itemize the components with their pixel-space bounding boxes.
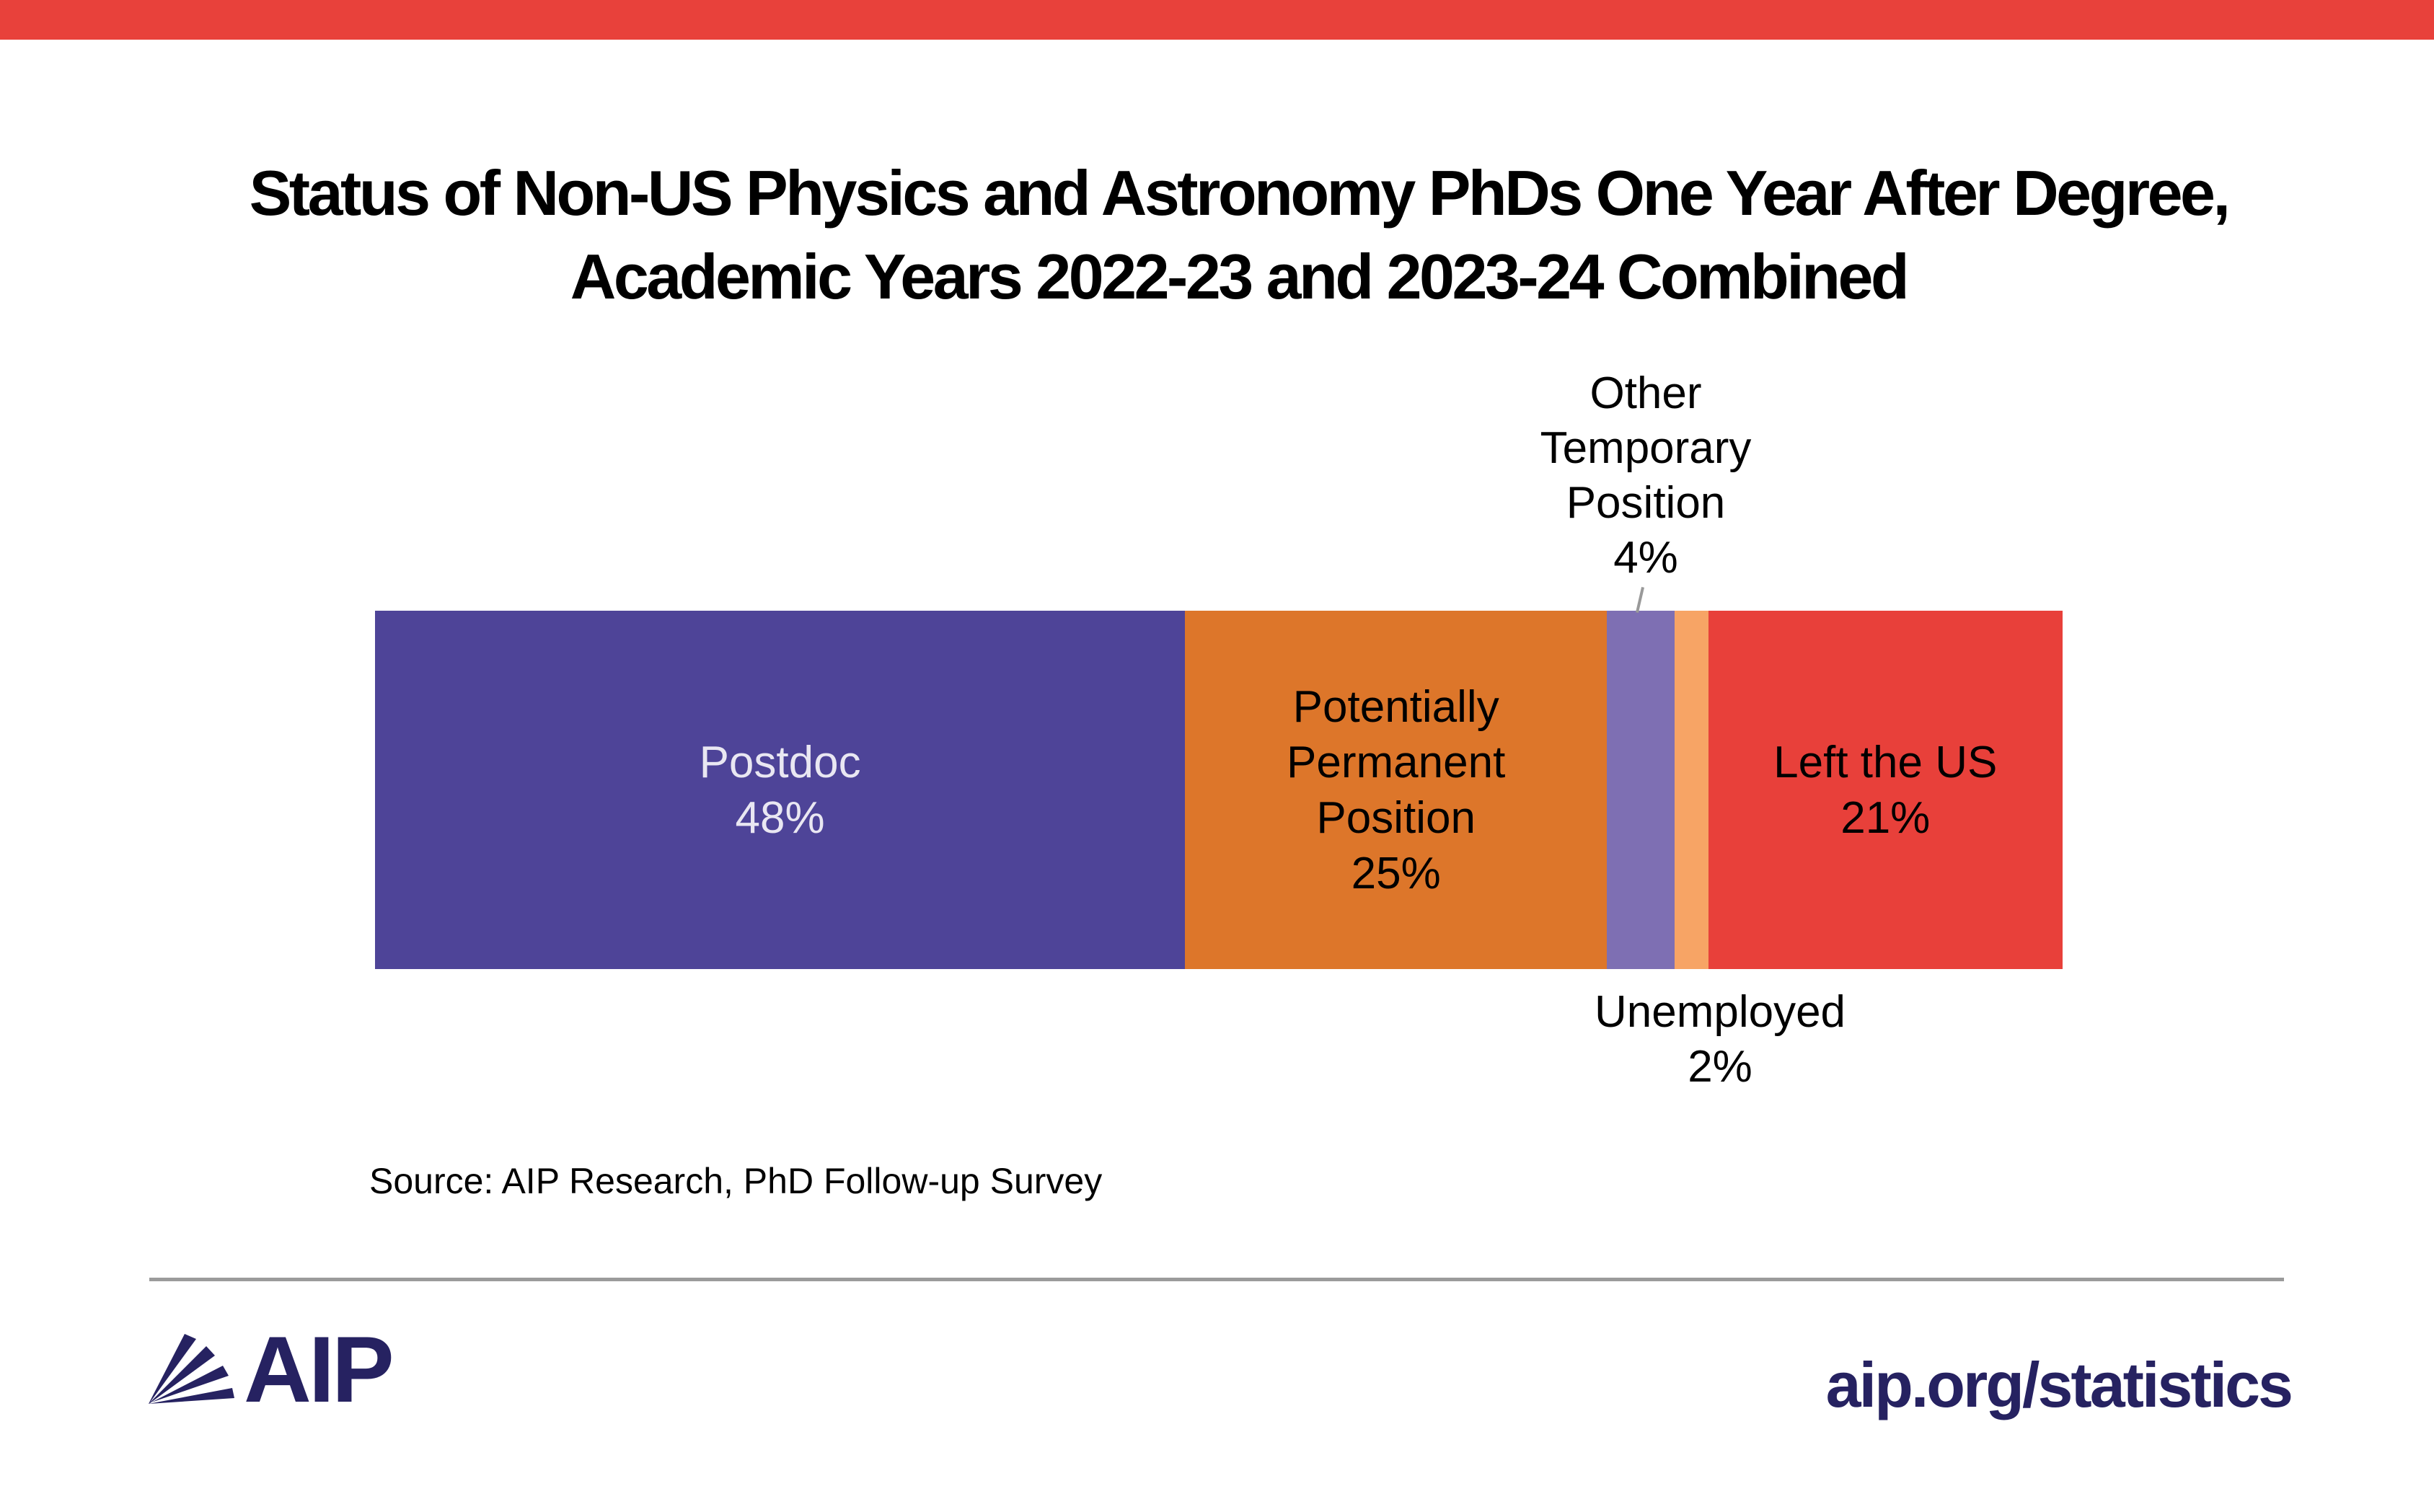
leader-line [1636, 587, 1644, 613]
label-otp-line1: Other [1589, 368, 1702, 418]
aip-fan-logo-icon [149, 1334, 235, 1404]
segment-label-left-the-us [1773, 735, 1997, 846]
bar-segment-postdoc [375, 611, 1185, 969]
label-unemployed-value: 2% [1688, 1042, 1752, 1092]
segment-label-postdoc [700, 735, 861, 846]
segment-label-pp-value: 25% [1351, 848, 1441, 898]
bar-segment-other-temporary [1607, 611, 1675, 969]
bar-segment-potentially-permanent [1185, 611, 1607, 969]
label-unemployed [1595, 985, 1846, 1095]
label-unemployed-name: Unemployed [1594, 987, 1846, 1037]
chart-title-line2: Academic Years 2022-23 and 2023-24 Combined [570, 241, 1908, 312]
stacked-bar [375, 611, 2063, 969]
segment-label-pp-line1: Potentially [1292, 681, 1499, 732]
segment-label-pp-line3: Position [1316, 792, 1476, 843]
bar-segment-unemployed [1675, 611, 1708, 969]
segment-label-postdoc-name: Postdoc [699, 737, 861, 787]
label-otp-line2: Temporary [1540, 423, 1752, 473]
label-otp-line3: Position [1566, 478, 1726, 528]
bar-segment-left-the-us [1708, 611, 2063, 969]
label-other-temporary-position [1540, 366, 1752, 585]
footer-divider [149, 1278, 2284, 1281]
segment-label-postdoc-value: 48% [735, 792, 825, 843]
aip-logo-text: AIP [244, 1316, 392, 1422]
segment-label-ltus-value: 21% [1840, 792, 1931, 843]
segment-label-pp-line2: Permanent [1287, 737, 1506, 787]
footer-url: aip.org/statistics [1825, 1348, 2291, 1420]
source-note: Source: AIP Research, PhD Follow-up Survey [369, 1161, 1103, 1201]
segment-label-ltus-name: Left the US [1773, 737, 1998, 787]
segment-label-potentially-permanent [1287, 679, 1505, 901]
chart-title-line1: Status of Non-US Physics and Astronomy PhDs One Year After Degree, [249, 157, 2228, 229]
chart-title [43, 151, 2434, 319]
top-accent-bar [0, 0, 2434, 40]
label-otp-value: 4% [1613, 533, 1678, 583]
